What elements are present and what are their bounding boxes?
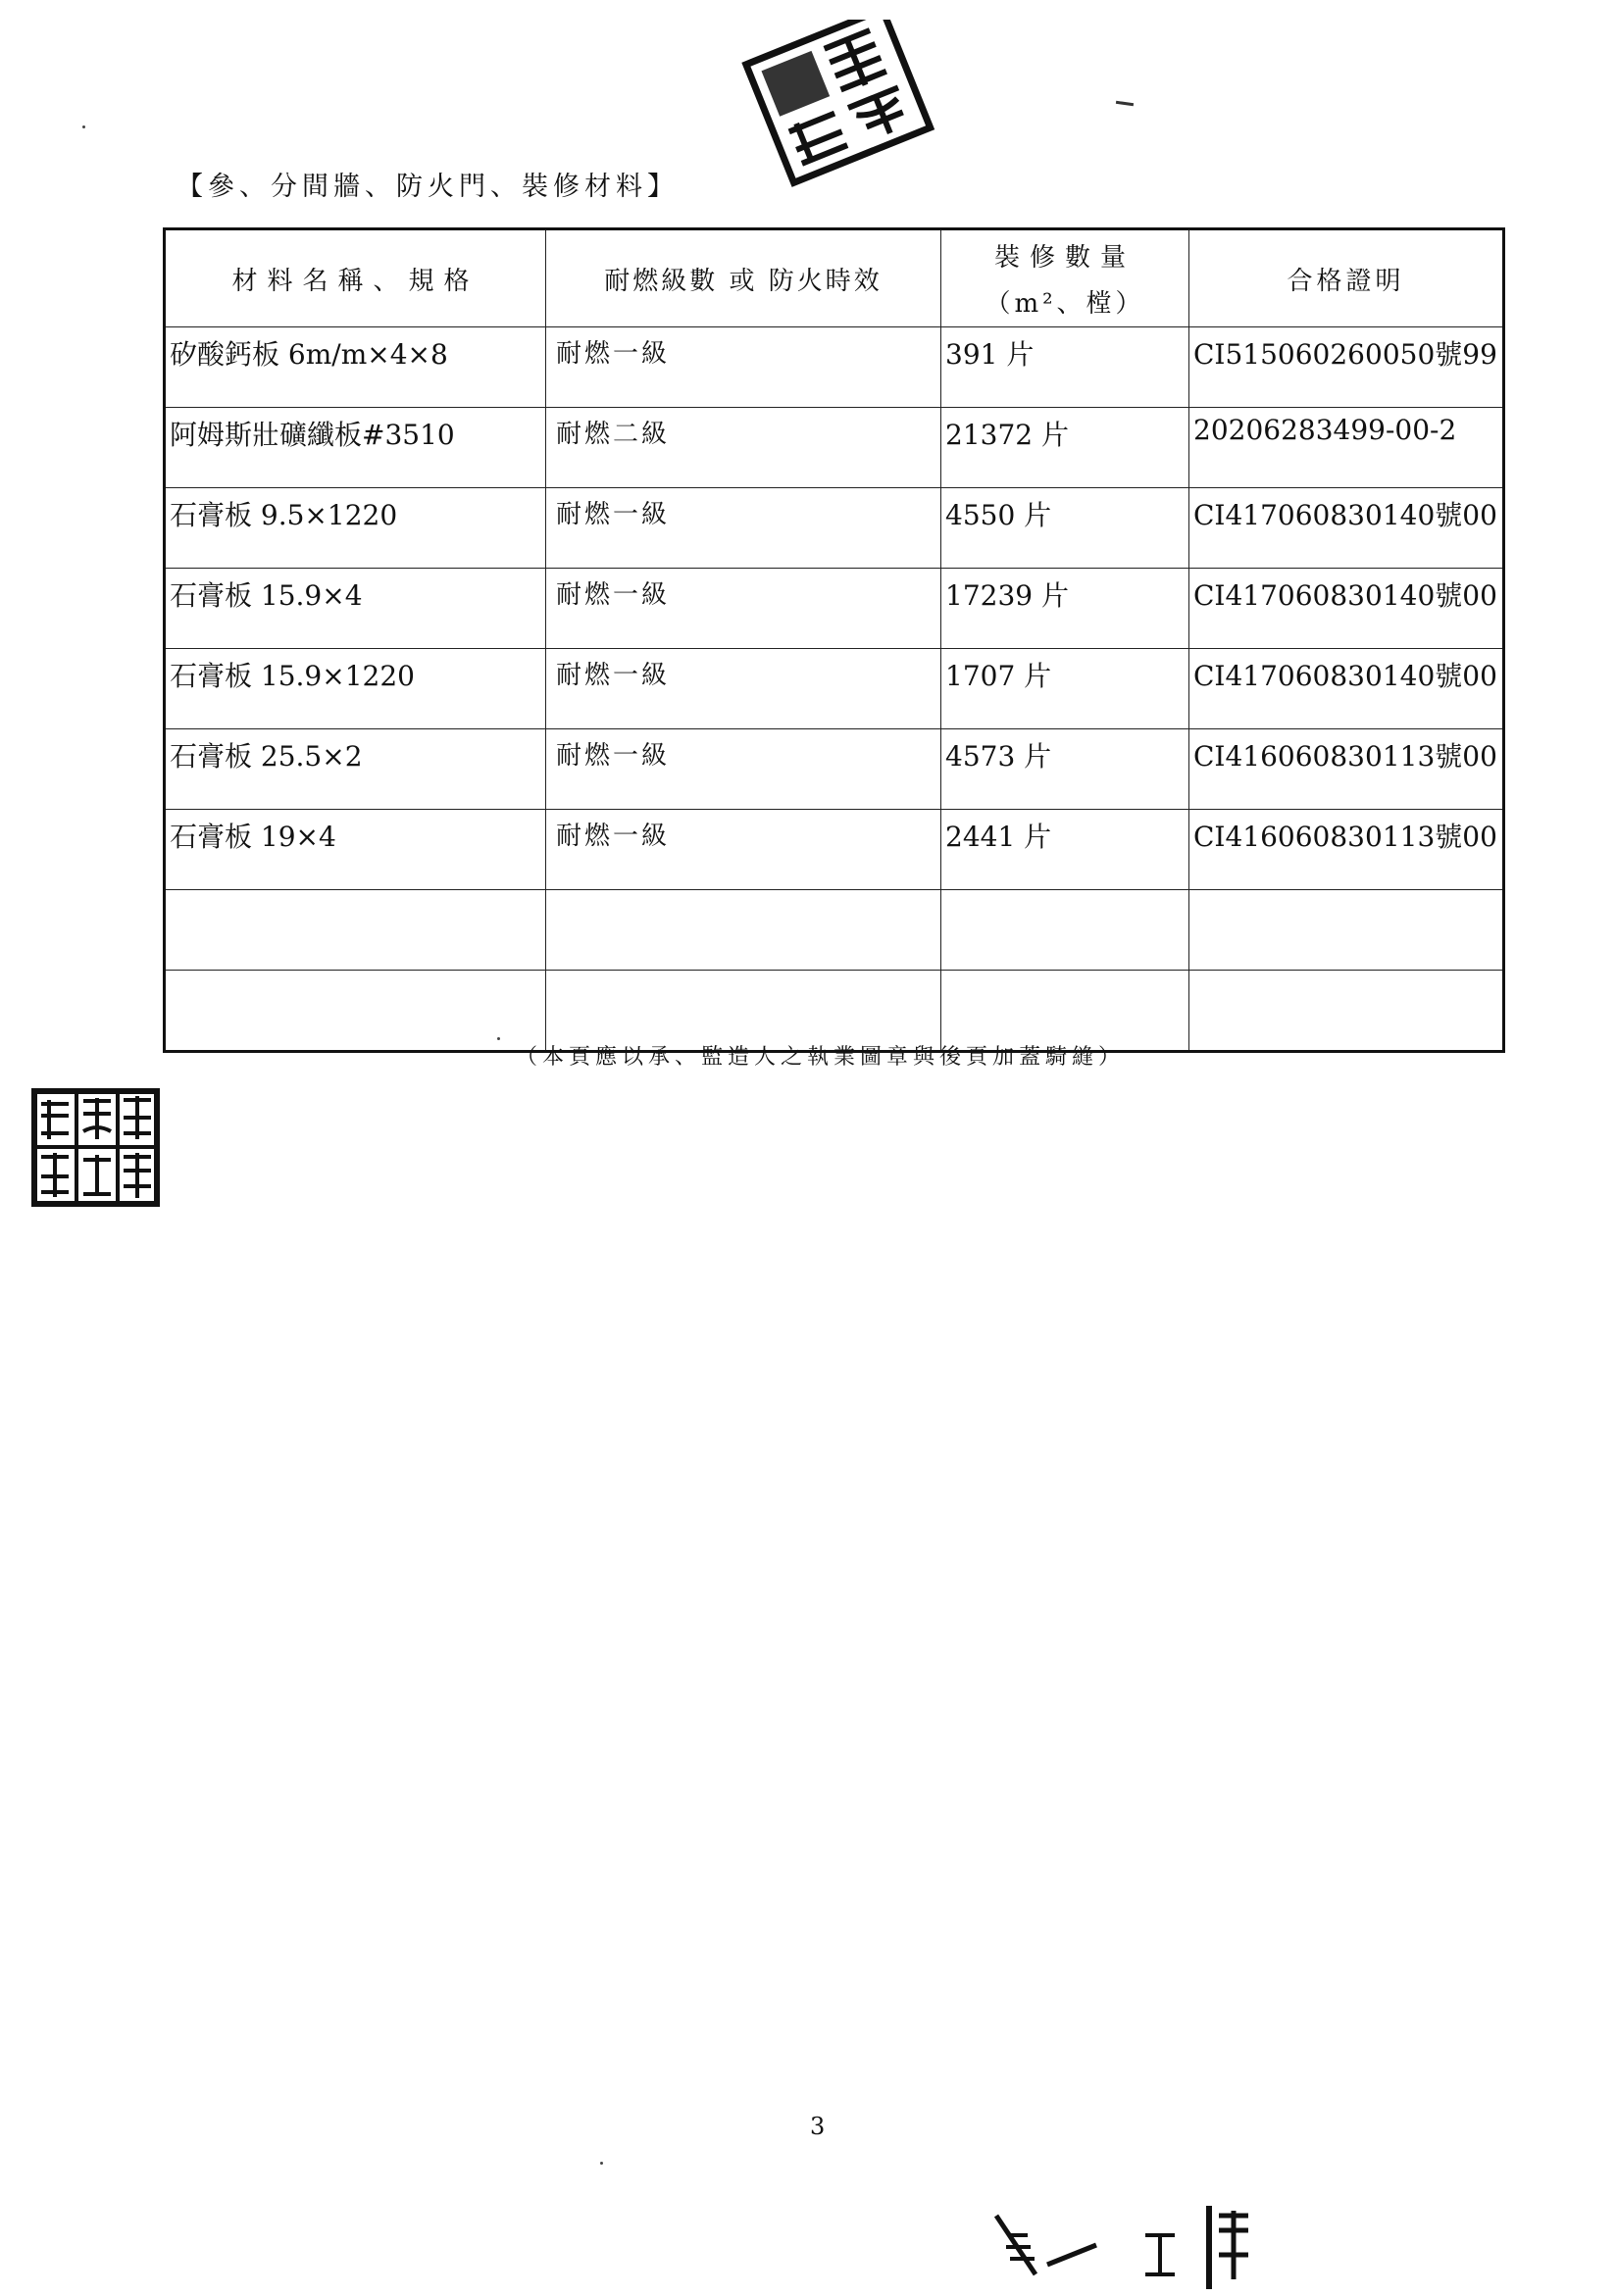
- cell-fire-rating: 耐燃一級: [546, 729, 941, 810]
- table-row: [165, 890, 1504, 971]
- cell-material: [165, 890, 546, 971]
- cell-material: 石膏板 25.5×2: [165, 729, 546, 810]
- cell-material: 石膏板 9.5×1220: [165, 488, 546, 569]
- table-row: [165, 810, 1504, 890]
- ink-dot: [497, 1037, 500, 1040]
- seal-stamp-icon: [988, 2196, 1263, 2292]
- cell-quantity: 4550 片: [941, 488, 1189, 569]
- seal-stamp-icon: [29, 1086, 162, 1209]
- top-seal-stamp: [740, 20, 956, 196]
- cell-certificate: CI417060830140號00: [1189, 569, 1504, 649]
- table-row: [165, 569, 1504, 649]
- cell-quantity: 21372 片: [941, 408, 1189, 488]
- cell-material: 矽酸鈣板 6m/m×4×8: [165, 327, 546, 408]
- pen-mark: [1116, 101, 1134, 106]
- header-certificate: 合格證明: [1189, 229, 1504, 327]
- ink-dot: [600, 2162, 603, 2165]
- table-row: [165, 327, 1504, 408]
- cell-certificate: CI417060830140號00: [1189, 488, 1504, 569]
- cell-fire-rating: 耐燃二級: [546, 408, 941, 488]
- bottom-seal-stamp: [988, 2196, 1263, 2292]
- cell-fire-rating: [546, 890, 941, 971]
- cell-certificate: [1189, 971, 1504, 1052]
- cell-quantity: 391 片: [941, 327, 1189, 408]
- table-row: [165, 408, 1504, 488]
- table-row: [165, 488, 1504, 569]
- header-quantity: 裝修數量 （m²、樘）: [941, 229, 1189, 327]
- cell-fire-rating: 耐燃一級: [546, 327, 941, 408]
- cell-certificate: CI417060830140號00: [1189, 649, 1504, 729]
- seal-stamp-icon: [740, 20, 956, 196]
- cell-material: 石膏板 15.9×4: [165, 569, 546, 649]
- cell-fire-rating: 耐燃一級: [546, 810, 941, 890]
- materials-table: [163, 227, 1505, 1053]
- header-material: 材料名稱、規格: [165, 229, 546, 327]
- left-seal-stamp: [29, 1086, 162, 1209]
- cell-material: 石膏板 15.9×1220: [165, 649, 546, 729]
- cell-quantity: 4573 片: [941, 729, 1189, 810]
- cell-quantity: [941, 890, 1189, 971]
- cell-certificate: CI416060830113號00: [1189, 729, 1504, 810]
- cell-fire-rating: 耐燃一級: [546, 569, 941, 649]
- cell-material: 石膏板 19×4: [165, 810, 546, 890]
- header-fire-rating: 耐燃級數 或 防火時效: [546, 229, 941, 327]
- table-row: [165, 649, 1504, 729]
- cell-quantity: 1707 片: [941, 649, 1189, 729]
- cell-certificate: [1189, 890, 1504, 971]
- cell-certificate: CI416060830113號00: [1189, 810, 1504, 890]
- footnote: （本頁應以承、監造人之執業圖章與後頁加蓋騎縫）: [516, 1045, 1126, 1070]
- table-header-row: [165, 229, 1504, 327]
- page-number: 3: [810, 2113, 826, 2140]
- cell-quantity: 17239 片: [941, 569, 1189, 649]
- ink-dot: [82, 125, 85, 128]
- cell-fire-rating: 耐燃一級: [546, 488, 941, 569]
- section-title: 【參、分間牆、防火門、裝修材料】: [177, 172, 679, 202]
- cell-fire-rating: 耐燃一級: [546, 649, 941, 729]
- table-row: [165, 729, 1504, 810]
- cell-certificate: 20206283499-00-2: [1189, 408, 1504, 488]
- cell-material: 阿姆斯壯礦纖板#3510: [165, 408, 546, 488]
- cell-certificate: CI515060260050號99: [1189, 327, 1504, 408]
- cell-material: [165, 971, 546, 1052]
- cell-quantity: 2441 片: [941, 810, 1189, 890]
